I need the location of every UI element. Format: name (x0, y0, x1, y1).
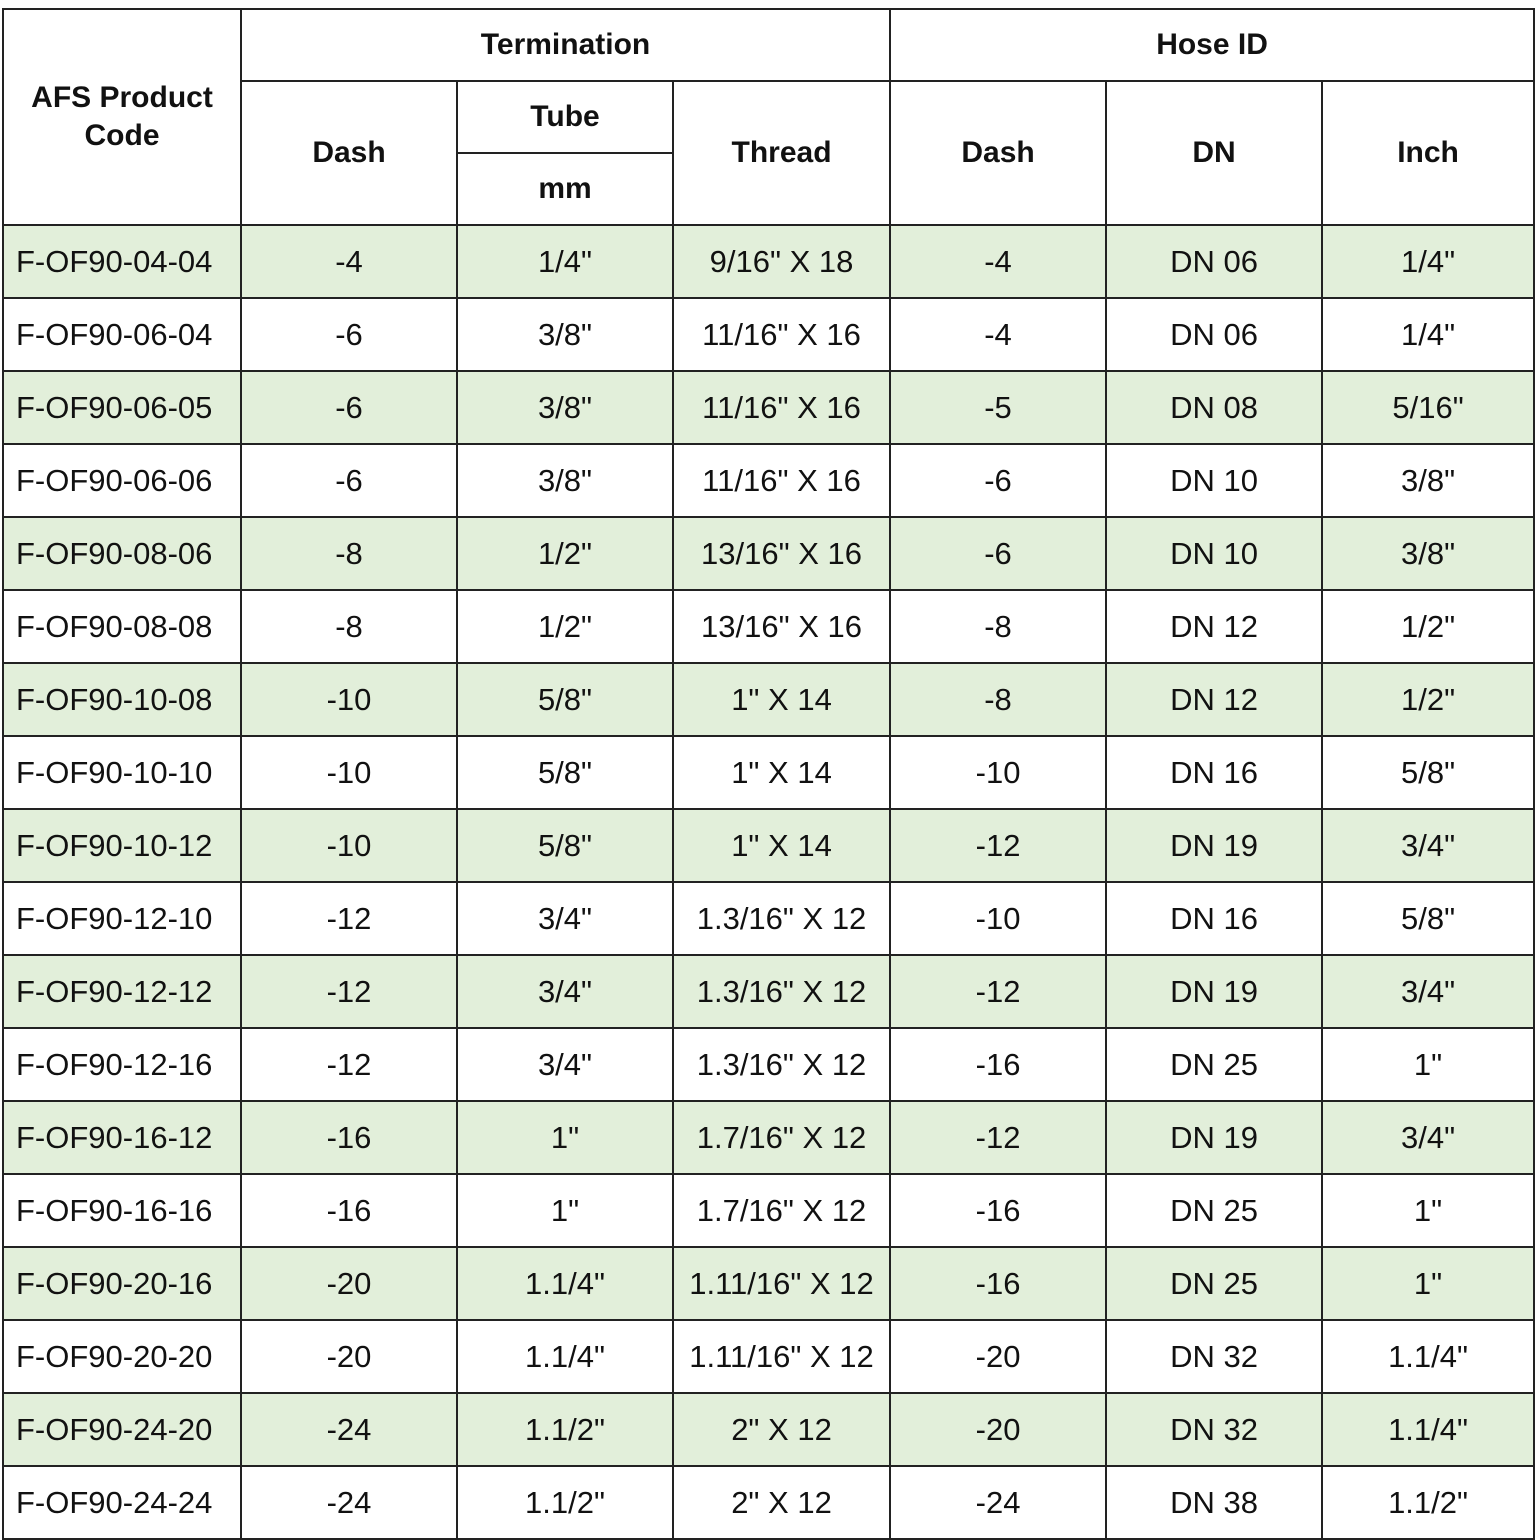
table-row (3, 1393, 1534, 1466)
cell-tube: 1" (457, 1174, 673, 1247)
table-row (3, 955, 1534, 1028)
cell-hose-dash: -12 (890, 809, 1106, 882)
cell-tube: 3/8" (457, 371, 673, 444)
cell-tube: 3/4" (457, 882, 673, 955)
cell-hose-dash: -5 (890, 371, 1106, 444)
cell-thread: 1.11/16" X 12 (673, 1320, 890, 1393)
cell-dn: DN 25 (1106, 1028, 1322, 1101)
cell-inch: 5/16" (1322, 371, 1534, 444)
table-header (3, 9, 1534, 225)
table-row (3, 1174, 1534, 1247)
cell-dn: DN 25 (1106, 1174, 1322, 1247)
cell-tube: 1/2" (457, 590, 673, 663)
cell-inch: 1.1/2" (1322, 1466, 1534, 1539)
cell-inch: 1" (1322, 1174, 1534, 1247)
header-inch: Inch (1322, 81, 1534, 225)
cell-dn: DN 12 (1106, 590, 1322, 663)
cell-dn: DN 19 (1106, 1101, 1322, 1174)
cell-dn: DN 32 (1106, 1393, 1322, 1466)
header-dash: Dash (241, 81, 457, 225)
cell-inch: 3/4" (1322, 955, 1534, 1028)
cell-tube: 3/8" (457, 444, 673, 517)
cell-hose-dash: -12 (890, 1101, 1106, 1174)
cell-tube: 1.1/2" (457, 1393, 673, 1466)
cell-inch: 3/8" (1322, 517, 1534, 590)
table-row (3, 371, 1534, 444)
cell-thread: 2" X 12 (673, 1393, 890, 1466)
cell-thread: 13/16" X 16 (673, 517, 890, 590)
cell-dash: -12 (241, 955, 457, 1028)
cell-inch: 3/4" (1322, 1101, 1534, 1174)
cell-tube: 5/8" (457, 809, 673, 882)
cell-hose-dash: -10 (890, 882, 1106, 955)
cell-dash: -24 (241, 1466, 457, 1539)
cell-thread: 1" X 14 (673, 663, 890, 736)
cell-code: F-OF90-12-16 (3, 1028, 241, 1101)
cell-dn: DN 16 (1106, 882, 1322, 955)
cell-dash: -10 (241, 663, 457, 736)
header-tube-unit: mm (457, 153, 673, 225)
cell-inch: 3/4" (1322, 809, 1534, 882)
header-tube: Tube (457, 81, 673, 153)
cell-tube: 3/4" (457, 955, 673, 1028)
cell-dn: DN 32 (1106, 1320, 1322, 1393)
cell-thread: 13/16" X 16 (673, 590, 890, 663)
table-row (3, 444, 1534, 517)
table-row (3, 1101, 1534, 1174)
cell-thread: 11/16" X 16 (673, 298, 890, 371)
cell-tube: 1/2" (457, 517, 673, 590)
cell-code: F-OF90-24-20 (3, 1393, 241, 1466)
cell-inch: 1/2" (1322, 663, 1534, 736)
cell-thread: 1" X 14 (673, 809, 890, 882)
cell-code: F-OF90-06-04 (3, 298, 241, 371)
cell-code: F-OF90-08-06 (3, 517, 241, 590)
cell-hose-dash: -16 (890, 1247, 1106, 1320)
cell-dash: -12 (241, 882, 457, 955)
cell-tube: 1.1/4" (457, 1247, 673, 1320)
cell-tube: 5/8" (457, 736, 673, 809)
cell-inch: 1" (1322, 1028, 1534, 1101)
cell-dn: DN 12 (1106, 663, 1322, 736)
table-row (3, 736, 1534, 809)
cell-dash: -4 (241, 225, 457, 298)
table-row (3, 1247, 1534, 1320)
cell-dash: -24 (241, 1393, 457, 1466)
table-row (3, 298, 1534, 371)
cell-dash: -16 (241, 1101, 457, 1174)
cell-hose-dash: -10 (890, 736, 1106, 809)
cell-thread: 1.3/16" X 12 (673, 882, 890, 955)
cell-inch: 1.1/4" (1322, 1393, 1534, 1466)
cell-thread: 2" X 12 (673, 1466, 890, 1539)
table-row (3, 663, 1534, 736)
cell-thread: 11/16" X 16 (673, 444, 890, 517)
cell-inch: 1/4" (1322, 298, 1534, 371)
cell-hose-dash: -16 (890, 1028, 1106, 1101)
header-dn: DN (1106, 81, 1322, 225)
cell-dash: -6 (241, 444, 457, 517)
fittings-spec-table (2, 8, 1535, 1540)
table-row (3, 882, 1534, 955)
table-row (3, 1028, 1534, 1101)
table-row (3, 590, 1534, 663)
cell-dn: DN 19 (1106, 809, 1322, 882)
cell-inch: 3/8" (1322, 444, 1534, 517)
table-row (3, 1320, 1534, 1393)
table-row (3, 1466, 1534, 1539)
cell-thread: 9/16" X 18 (673, 225, 890, 298)
cell-dn: DN 06 (1106, 298, 1322, 371)
cell-inch: 5/8" (1322, 882, 1534, 955)
cell-hose-dash: -8 (890, 590, 1106, 663)
cell-thread: 1.3/16" X 12 (673, 1028, 890, 1101)
cell-dash: -16 (241, 1174, 457, 1247)
table-row (3, 517, 1534, 590)
cell-thread: 1.11/16" X 12 (673, 1247, 890, 1320)
cell-code: F-OF90-06-06 (3, 444, 241, 517)
cell-hose-dash: -12 (890, 955, 1106, 1028)
cell-code: F-OF90-12-12 (3, 955, 241, 1028)
cell-code: F-OF90-04-04 (3, 225, 241, 298)
cell-dn: DN 10 (1106, 444, 1322, 517)
cell-thread: 1.3/16" X 12 (673, 955, 890, 1028)
cell-inch: 1/4" (1322, 225, 1534, 298)
cell-dash: -8 (241, 590, 457, 663)
cell-dn: DN 06 (1106, 225, 1322, 298)
cell-dash: -12 (241, 1028, 457, 1101)
cell-hose-dash: -6 (890, 517, 1106, 590)
cell-code: F-OF90-16-16 (3, 1174, 241, 1247)
cell-dn: DN 38 (1106, 1466, 1322, 1539)
cell-inch: 1/2" (1322, 590, 1534, 663)
cell-hose-dash: -4 (890, 225, 1106, 298)
cell-tube: 1" (457, 1101, 673, 1174)
cell-thread: 1" X 14 (673, 736, 890, 809)
cell-dn: DN 10 (1106, 517, 1322, 590)
cell-tube: 5/8" (457, 663, 673, 736)
cell-hose-dash: -16 (890, 1174, 1106, 1247)
cell-code: F-OF90-10-10 (3, 736, 241, 809)
cell-code: F-OF90-06-05 (3, 371, 241, 444)
cell-hose-dash: -6 (890, 444, 1106, 517)
cell-hose-dash: -20 (890, 1393, 1106, 1466)
cell-dash: -6 (241, 298, 457, 371)
cell-dash: -10 (241, 809, 457, 882)
cell-code: F-OF90-12-10 (3, 882, 241, 955)
cell-dash: -20 (241, 1247, 457, 1320)
cell-inch: 1.1/4" (1322, 1320, 1534, 1393)
cell-inch: 5/8" (1322, 736, 1534, 809)
cell-dash: -20 (241, 1320, 457, 1393)
cell-hose-dash: -4 (890, 298, 1106, 371)
cell-hose-dash: -8 (890, 663, 1106, 736)
cell-code: F-OF90-16-12 (3, 1101, 241, 1174)
cell-dn: DN 16 (1106, 736, 1322, 809)
cell-thread: 1.7/16" X 12 (673, 1101, 890, 1174)
cell-thread: 1.7/16" X 12 (673, 1174, 890, 1247)
cell-dash: -6 (241, 371, 457, 444)
cell-hose-dash: -24 (890, 1466, 1106, 1539)
cell-dn: DN 08 (1106, 371, 1322, 444)
cell-dash: -10 (241, 736, 457, 809)
cell-code: F-OF90-24-24 (3, 1466, 241, 1539)
cell-dash: -8 (241, 517, 457, 590)
cell-tube: 1.1/2" (457, 1466, 673, 1539)
cell-code: F-OF90-10-12 (3, 809, 241, 882)
header-product-code: AFS Product Code (3, 9, 241, 225)
cell-thread: 11/16" X 16 (673, 371, 890, 444)
cell-tube: 1/4" (457, 225, 673, 298)
table-row (3, 225, 1534, 298)
cell-inch: 1" (1322, 1247, 1534, 1320)
cell-code: F-OF90-20-16 (3, 1247, 241, 1320)
cell-code: F-OF90-10-08 (3, 663, 241, 736)
header-termination: Termination (241, 9, 890, 81)
cell-tube: 1.1/4" (457, 1320, 673, 1393)
header-hose-dash: Dash (890, 81, 1106, 225)
cell-code: F-OF90-20-20 (3, 1320, 241, 1393)
cell-tube: 3/4" (457, 1028, 673, 1101)
cell-tube: 3/8" (457, 298, 673, 371)
header-hose-id: Hose ID (890, 9, 1534, 81)
cell-dn: DN 19 (1106, 955, 1322, 1028)
table-body (3, 225, 1534, 1539)
cell-code: F-OF90-08-08 (3, 590, 241, 663)
header-thread: Thread (673, 81, 890, 225)
cell-dn: DN 25 (1106, 1247, 1322, 1320)
cell-hose-dash: -20 (890, 1320, 1106, 1393)
table-row (3, 809, 1534, 882)
